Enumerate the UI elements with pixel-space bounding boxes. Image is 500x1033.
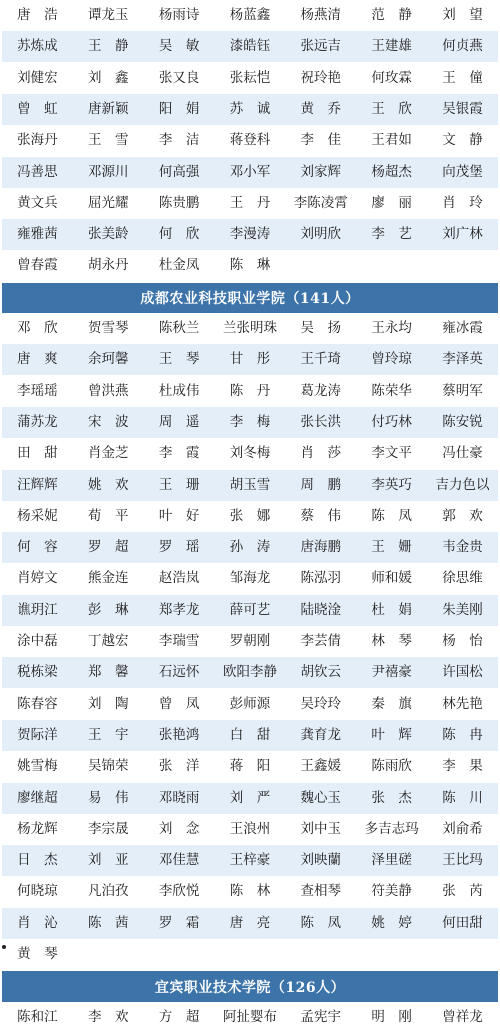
name-cell: 王 丹 xyxy=(229,194,271,211)
name-cell: 石远怀 xyxy=(158,664,200,681)
name-cell: 刘 陶 xyxy=(88,695,129,712)
name-row xyxy=(2,814,498,845)
name-cell: 李文平 xyxy=(371,445,412,462)
name-cell: 陈贵鹏 xyxy=(158,194,200,211)
name-cell: 李 霞 xyxy=(158,445,200,462)
name-cell: 许国松 xyxy=(442,664,483,681)
name-cell: 雍雅茜 xyxy=(17,226,58,243)
name-cell: 余珂馨 xyxy=(88,351,129,368)
name-cell: 薛可艺 xyxy=(229,601,271,618)
name-row xyxy=(2,470,498,501)
name-cell: 叶 辉 xyxy=(371,726,412,743)
name-cell: 周 遥 xyxy=(158,413,200,430)
name-cell: 陈 丹 xyxy=(229,382,271,399)
name-cell: 林先艳 xyxy=(442,695,483,712)
name-cell: 丁越宏 xyxy=(88,633,129,649)
name-cell: 吴 扬 xyxy=(300,320,342,336)
name-cell: 苏 诚 xyxy=(229,100,271,117)
name-cell: 孟宪宇 xyxy=(300,1008,342,1025)
name-cell: 张海丹 xyxy=(17,132,58,149)
name-cell: 明 刚 xyxy=(371,1008,412,1025)
name-row xyxy=(2,876,498,907)
name-cell: 姚 欢 xyxy=(88,476,129,493)
name-cell: 凡泊孜 xyxy=(88,883,129,900)
name-cell: 张 娜 xyxy=(229,507,271,524)
name-row xyxy=(2,63,498,94)
name-cell: 何 欣 xyxy=(158,226,200,243)
name-row xyxy=(2,845,498,876)
name-cell: 肖婷文 xyxy=(17,570,58,587)
name-cell: 多吉志玛 xyxy=(364,820,419,837)
name-cell: 阳 娟 xyxy=(158,100,200,117)
name-cell: 谭龙玉 xyxy=(88,7,129,23)
name-cell: 姚 婷 xyxy=(371,914,412,931)
name-cell: 王浪州 xyxy=(229,820,271,837)
name-cell: 邓 欣 xyxy=(17,320,58,336)
name-cell: 蒋 阳 xyxy=(229,758,271,775)
name-cell: 李漫涛 xyxy=(229,226,271,243)
name-cell: 陈 林 xyxy=(229,883,271,900)
name-cell: 陈 茜 xyxy=(88,914,129,931)
name-cell: 唐新颖 xyxy=(88,100,129,117)
name-cell: 张远吉 xyxy=(300,38,342,55)
name-row xyxy=(2,0,498,31)
name-row xyxy=(2,563,498,594)
name-cell: 刘俞希 xyxy=(442,820,483,837)
name-cell: 曾洪燕 xyxy=(88,382,129,399)
name-cell: 杨蓝鑫 xyxy=(229,7,271,23)
name-cell: 彭 琳 xyxy=(88,601,129,618)
name-cell: 黄 乔 xyxy=(300,100,342,117)
name-cell: 冯善思 xyxy=(17,163,58,180)
name-cell: 周 鹏 xyxy=(300,476,342,493)
name-row xyxy=(2,657,498,688)
name-cell: 杜 娟 xyxy=(371,601,412,618)
name-cell: 胡永丹 xyxy=(88,257,129,274)
name-cell: 叶 好 xyxy=(158,507,200,524)
name-cell: 张 芮 xyxy=(442,883,483,900)
name-cell: 李宗晟 xyxy=(88,820,129,837)
name-cell: 刘映蘭 xyxy=(300,852,342,869)
name-cell: 罗朝刚 xyxy=(229,633,271,649)
name-cell: 文 静 xyxy=(442,132,483,149)
name-cell: 王比玛 xyxy=(442,852,483,869)
name-cell: 邹海龙 xyxy=(229,570,271,587)
name-cell: 范 静 xyxy=(371,7,412,23)
name-cell: 甘 彤 xyxy=(229,351,271,368)
name-cell: 税栋梁 xyxy=(17,664,58,681)
name-cell: 肖 莎 xyxy=(300,445,342,462)
name-cell: 姚雪梅 xyxy=(17,758,58,775)
name-cell: 欧阳李静 xyxy=(222,664,277,681)
name-cell: 张又良 xyxy=(158,69,200,86)
name-cell: 吴银霞 xyxy=(442,100,483,117)
name-cell: 胡玉雪 xyxy=(229,476,271,493)
name-cell: 王 静 xyxy=(88,38,129,55)
name-cell: 吴 敏 xyxy=(158,38,200,55)
name-cell: 杨雨诗 xyxy=(158,7,200,23)
name-cell: 陈泓羽 xyxy=(300,570,342,587)
name-cell: 吴玲玲 xyxy=(300,695,342,712)
name-cell: 李欣悦 xyxy=(158,883,200,900)
name-cell: 肖 玲 xyxy=(442,194,483,211)
name-cell: 罗 霜 xyxy=(158,914,200,931)
name-cell: 吴锦荣 xyxy=(88,758,129,775)
name-cell: 王 珊 xyxy=(158,476,200,493)
name-row xyxy=(2,407,498,438)
name-cell: 罗 超 xyxy=(88,539,129,556)
name-cell: 汪辉辉 xyxy=(17,476,58,493)
name-cell: 韦金贵 xyxy=(442,539,483,556)
name-cell: 刘 鑫 xyxy=(88,69,129,86)
name-row xyxy=(2,438,498,469)
name-cell: 曾 虹 xyxy=(17,100,58,117)
name-cell: 雍冰霞 xyxy=(442,320,483,336)
name-cell: 泽里磋 xyxy=(371,852,412,869)
name-cell: 阿扯婴布 xyxy=(222,1008,277,1025)
name-cell: 林 琴 xyxy=(371,633,412,649)
name-cell: 李 果 xyxy=(442,758,483,775)
name-cell: 陈春容 xyxy=(17,695,58,712)
name-cell: 查相琴 xyxy=(300,883,342,900)
name-cell: 付巧林 xyxy=(371,413,412,430)
name-cell: 王建雄 xyxy=(371,38,412,55)
name-cell: 魏心玉 xyxy=(300,789,342,806)
name-cell: 胡钦云 xyxy=(300,664,342,681)
name-cell: 刘 望 xyxy=(442,7,483,23)
name-cell: 刘 严 xyxy=(229,789,271,806)
name-cell: 黄 琴 xyxy=(17,946,58,962)
name-cell: 杨采妮 xyxy=(17,507,58,524)
name-cell: 田 甜 xyxy=(17,445,58,462)
name-cell: 方 超 xyxy=(158,1008,200,1025)
name-cell: 刘 念 xyxy=(158,820,200,837)
name-cell: 曾春霞 xyxy=(17,257,58,274)
name-cell: 唐 亮 xyxy=(229,914,271,931)
name-cell: 王鑫媛 xyxy=(300,758,342,775)
name-cell: 吉力色以 xyxy=(435,476,490,493)
name-cell: 唐 爽 xyxy=(17,351,58,368)
name-cell: 日 杰 xyxy=(17,852,58,869)
name-cell: 邓晓雨 xyxy=(158,789,200,806)
name-cell: 刘冬梅 xyxy=(229,445,271,462)
name-cell: 龚育龙 xyxy=(300,726,342,743)
name-cell: 屈光耀 xyxy=(88,194,129,211)
name-cell: 郭 欢 xyxy=(442,507,483,524)
name-cell: 刘家辉 xyxy=(300,163,342,180)
name-row xyxy=(2,689,498,720)
name-row xyxy=(2,626,498,657)
name-cell: 陆晓淦 xyxy=(300,601,342,618)
name-cell: 陈秋兰 xyxy=(158,320,200,336)
name-row xyxy=(2,125,498,156)
name-cell: 师和媛 xyxy=(371,570,412,587)
name-cell: 杜成伟 xyxy=(158,382,200,399)
name-cell: 蒲苏龙 xyxy=(17,413,58,430)
name-cell: 李 梅 xyxy=(229,413,271,430)
name-cell: 陈安锐 xyxy=(442,413,483,430)
name-cell: 赵浩岚 xyxy=(158,570,200,587)
name-cell: 邓源川 xyxy=(88,163,129,180)
name-cell: 李瑞雪 xyxy=(158,633,200,649)
name-cell: 尹禧豪 xyxy=(371,664,412,681)
name-cell: 兰张明珠 xyxy=(222,320,277,336)
name-cell: 李芸倩 xyxy=(300,633,342,649)
name-row xyxy=(2,595,498,626)
name-cell: 王 姗 xyxy=(371,539,412,556)
name-row xyxy=(2,94,498,125)
name-cell: 陈 琳 xyxy=(229,257,271,274)
name-cell: 王 琴 xyxy=(158,351,200,368)
school-header: 成都农业科技职业学院（141人） xyxy=(2,283,498,314)
name-cell: 何晓琼 xyxy=(17,883,58,900)
name-cell: 冯仕豪 xyxy=(442,445,483,462)
name-cell: 李 欢 xyxy=(88,1008,129,1025)
name-cell: 张 杰 xyxy=(371,789,412,806)
name-cell: 陈 川 xyxy=(442,789,483,806)
name-row xyxy=(2,720,498,751)
name-row xyxy=(2,1002,498,1033)
name-row xyxy=(2,532,498,563)
name-cell: 王君如 xyxy=(371,132,412,149)
name-row xyxy=(2,344,498,375)
name-cell: 王 雪 xyxy=(88,132,129,149)
name-cell: 王 宇 xyxy=(88,726,129,743)
name-cell: 唐 浩 xyxy=(17,7,58,23)
name-row xyxy=(2,250,498,281)
name-cell: 张艳鸿 xyxy=(158,726,200,743)
name-cell: 宋 波 xyxy=(88,413,129,430)
name-cell: 祝玲艳 xyxy=(300,69,342,86)
name-cell: 何玫霖 xyxy=(371,69,412,86)
name-cell: 何高强 xyxy=(158,163,200,180)
name-cell: 唐海鹏 xyxy=(300,539,342,556)
name-row xyxy=(2,219,498,250)
name-cell: 陈 凤 xyxy=(300,914,342,931)
name-cell: 刘明欣 xyxy=(300,226,342,243)
name-cell: 蔡 伟 xyxy=(300,507,342,524)
name-cell: 杨燕清 xyxy=(300,7,342,23)
name-cell: 杨龙辉 xyxy=(17,820,58,837)
name-cell: 曾玲琼 xyxy=(371,351,412,368)
name-cell: 向茂堡 xyxy=(442,163,483,180)
name-cell: 肖 沁 xyxy=(17,914,58,931)
name-cell: 秦 旗 xyxy=(371,695,412,712)
name-cell: 徐思维 xyxy=(442,570,483,587)
name-cell: 廖继超 xyxy=(17,789,58,806)
name-cell: 朱美刚 xyxy=(442,601,483,618)
name-cell: 陈和江 xyxy=(17,1008,58,1025)
bullet-dot xyxy=(2,945,6,949)
name-cell: 蔡明军 xyxy=(442,382,483,399)
name-cell: 曾祥龙 xyxy=(442,1008,483,1025)
name-cell: 廖 丽 xyxy=(371,194,412,211)
name-cell: 刘中玉 xyxy=(300,820,342,837)
name-cell: 李 洁 xyxy=(158,132,200,149)
name-cell: 邓佳慧 xyxy=(158,852,200,869)
name-cell: 王永均 xyxy=(371,320,412,336)
name-cell: 何田甜 xyxy=(442,914,483,931)
name-cell: 葛龙涛 xyxy=(300,382,342,399)
name-cell: 肖金芝 xyxy=(88,445,129,462)
name-cell: 漆皓钰 xyxy=(229,38,271,55)
name-cell: 涂中磊 xyxy=(17,633,58,649)
name-cell: 杨 怡 xyxy=(442,633,483,649)
name-cell: 荀 平 xyxy=(88,507,129,524)
name-cell: 刘广林 xyxy=(442,226,483,243)
name-row xyxy=(2,501,498,532)
name-cell: 郑 馨 xyxy=(88,664,129,681)
name-cell: 李 艺 xyxy=(371,226,412,243)
name-cell: 谯玥江 xyxy=(17,601,58,618)
name-row xyxy=(2,188,498,219)
name-cell: 陈荣华 xyxy=(371,382,412,399)
school-header: 宜宾职业技术学院（126人） xyxy=(2,971,498,1002)
name-cell: 王 僮 xyxy=(442,69,483,86)
name-cell: 王千琦 xyxy=(300,351,342,368)
name-row xyxy=(2,313,498,344)
name-cell: 李泽英 xyxy=(442,351,483,368)
name-cell: 白 甜 xyxy=(229,726,271,743)
name-cell: 陈 冉 xyxy=(442,726,483,743)
name-cell: 杨超杰 xyxy=(371,163,412,180)
name-cell: 贺际洋 xyxy=(17,726,58,743)
name-cell: 黄文兵 xyxy=(17,194,58,211)
name-row xyxy=(2,908,498,939)
name-cell: 刘 亚 xyxy=(88,852,129,869)
name-cell: 孙 涛 xyxy=(229,539,271,556)
name-row xyxy=(2,783,498,814)
name-cell: 陈雨欣 xyxy=(371,758,412,775)
name-cell: 熊金连 xyxy=(88,570,129,587)
name-cell: 郑孝龙 xyxy=(158,601,200,618)
name-row xyxy=(2,939,498,970)
name-cell: 何贞燕 xyxy=(442,38,483,55)
name-cell: 何 容 xyxy=(17,539,58,556)
name-cell: 陈 凤 xyxy=(371,507,412,524)
name-cell: 张耘恺 xyxy=(229,69,271,86)
name-row xyxy=(2,31,498,62)
name-cell: 刘健宏 xyxy=(17,69,58,86)
name-cell: 李陈凌霄 xyxy=(293,194,348,211)
name-cell: 杜金凤 xyxy=(158,257,200,274)
name-cell: 苏炼成 xyxy=(17,38,58,55)
name-cell: 贺雪琴 xyxy=(88,320,129,336)
name-cell: 王 欣 xyxy=(371,100,412,117)
name-row xyxy=(2,376,498,407)
name-cell: 曾 凤 xyxy=(158,695,200,712)
name-cell: 易 伟 xyxy=(88,789,129,806)
name-row xyxy=(2,751,498,782)
name-cell: 李英巧 xyxy=(371,476,412,493)
name-cell: 李 佳 xyxy=(300,132,342,149)
name-cell: 蒋登科 xyxy=(229,132,271,149)
name-cell: 彭师源 xyxy=(229,695,271,712)
name-cell: 罗 瑶 xyxy=(158,539,200,556)
name-cell: 邓小军 xyxy=(229,163,271,180)
name-cell: 王梓豪 xyxy=(229,852,271,869)
name-cell: 张美龄 xyxy=(88,226,129,243)
name-row xyxy=(2,157,498,188)
name-cell: 张长洪 xyxy=(300,413,342,430)
name-cell: 符美静 xyxy=(371,883,412,900)
name-cell: 张 洋 xyxy=(158,758,200,775)
name-cell: 李瑶瑶 xyxy=(17,382,58,399)
